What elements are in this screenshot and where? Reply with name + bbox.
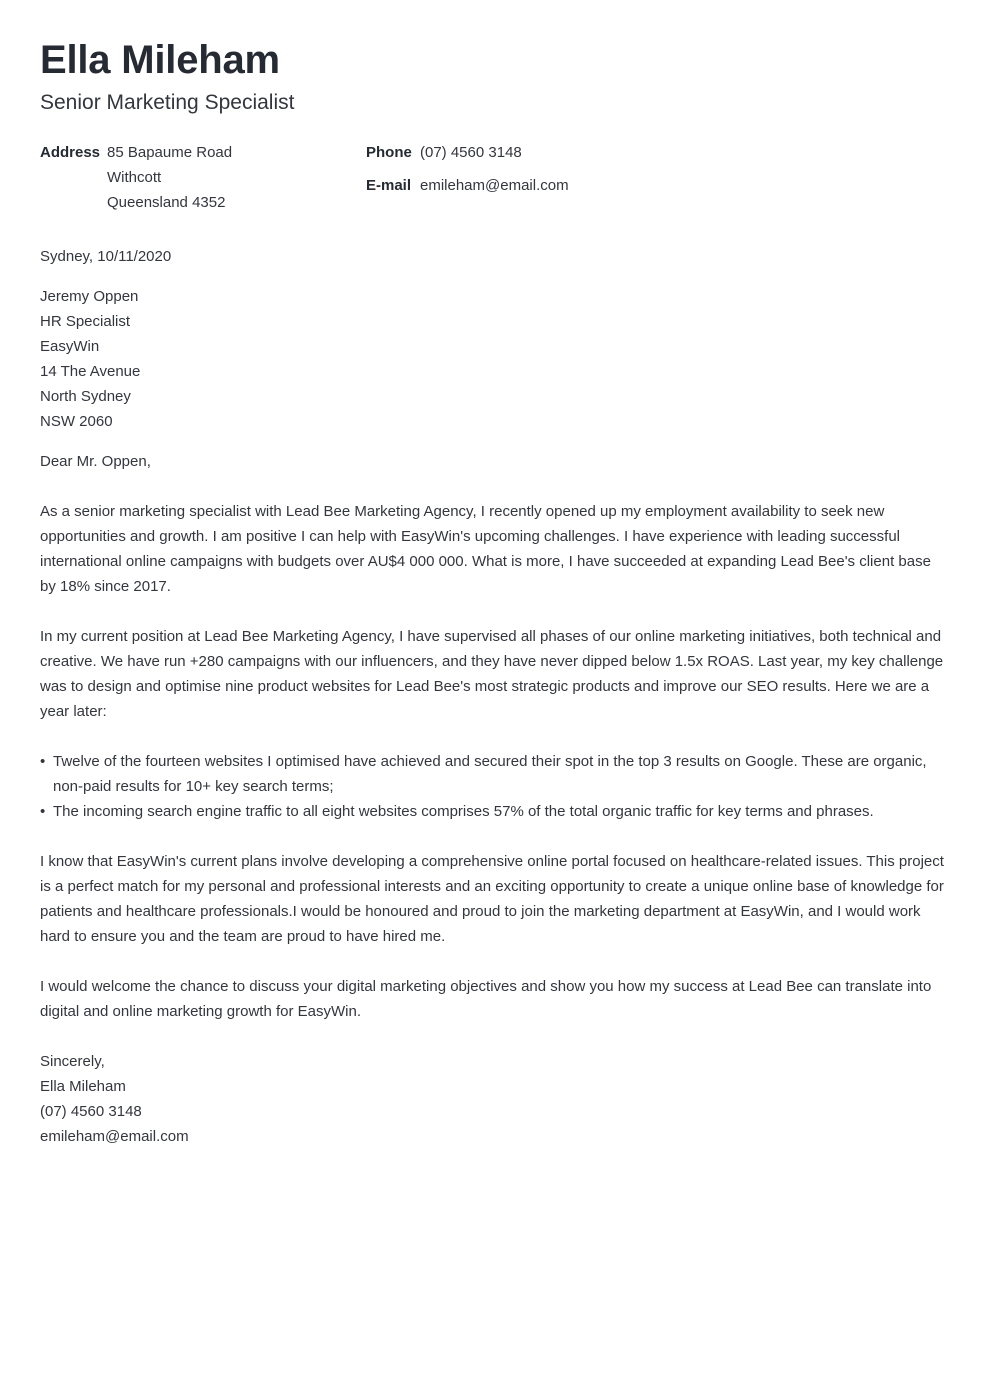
body-paragraph-1: As a senior marketing specialist with Lead Bee Marketing Agency, I recently opened up my employment availability to seek new opportunities and growth. I am positive I can help with EasyWin's upcoming challenges. I have experience with leading successful international online campaigns with budgets over AU$4 000 000. What is more, I have succeeded at expanding Lead Bee's client base by 18% since 2017.: [40, 503, 931, 595]
phone-label: Phone: [366, 144, 412, 161]
address-label: Address: [40, 144, 101, 161]
recipient-postcode: NSW 2060: [40, 413, 113, 430]
list-item: [40, 749, 945, 799]
address-lines: [107, 140, 232, 215]
recipient-name: Jeremy Oppen: [40, 288, 139, 305]
recipient-company: EasyWin: [40, 338, 100, 355]
recipient-street: 14 The Avenue: [40, 363, 141, 380]
bullet-icon: •: [40, 753, 46, 770]
email-label: E-mail: [366, 177, 412, 194]
bullet-icon: •: [40, 803, 46, 820]
body-paragraph-4: I would welcome the chance to discuss your digital marketing objectives and show you how my success at Lead Bee can translate into digital and online marketing growth for EasyWin.: [40, 978, 932, 1020]
job-title: Senior Marketing Specialist: [40, 91, 295, 114]
address-line: Withcott: [107, 169, 162, 186]
signature-phone: (07) 4560 3148: [40, 1103, 142, 1120]
phone-value: (07) 4560 3148: [420, 144, 522, 161]
signature-name: Ella Mileham: [40, 1078, 126, 1095]
letter-date: Sydney, 10/11/2020: [40, 248, 172, 265]
list-item-text: The incoming search engine traffic to all eight websites comprises 57% of the total organic traffic for key terms and phrases.: [53, 803, 874, 820]
address-block: [40, 140, 232, 215]
salutation: Dear Mr. Oppen,: [40, 453, 151, 470]
closing-phrase: Sincerely,: [40, 1053, 105, 1070]
recipient-city: North Sydney: [40, 388, 131, 405]
applicant-name: Ella Mileham: [40, 38, 280, 82]
address-row: [40, 140, 232, 215]
phone-email-block: [366, 140, 569, 198]
recipient-position: HR Specialist: [40, 313, 131, 330]
closing-block: [40, 1049, 945, 1149]
address-line: Queensland 4352: [107, 194, 226, 211]
recipient-block: [40, 284, 945, 434]
email-value: emileham@email.com: [420, 177, 569, 194]
signature-email: emileham@email.com: [40, 1128, 189, 1145]
achievements-list: [40, 749, 945, 824]
body-paragraph-3: I know that EasyWin's current plans involve developing a comprehensive online portal focused on healthcare-related issues. This project is a perfect match for my personal and professional interests and an exciting opportunity to create a unique online base of knowledge for patients and healthcare professionals.I would be honoured and proud to join the marketing department at EasyWin, and I would work hard to ensure you and the team are proud to have hired me.: [40, 853, 944, 945]
phone-row: [366, 140, 569, 165]
body-paragraph-2: In my current position at Lead Bee Marketing Agency, I have supervised all phases of our online marketing initiatives, both technical and creative. We have run +280 campaigns with our influencers, and they have never dipped below 1.5x ROAS. Last year, my key challenge was to design and optimise nine product websites for Lead Bee's most strategic products and improve our SEO results. Here we are a year later:: [40, 628, 944, 720]
address-line: 85 Bapaume Road: [107, 144, 233, 161]
list-item: [40, 799, 945, 824]
list-item-text: Twelve of the fourteen websites I optimised have achieved and secured their spot in the top 3 results on Google. These are organic, non-paid results for 10+ key search terms;: [53, 753, 927, 795]
email-row: [366, 173, 569, 198]
